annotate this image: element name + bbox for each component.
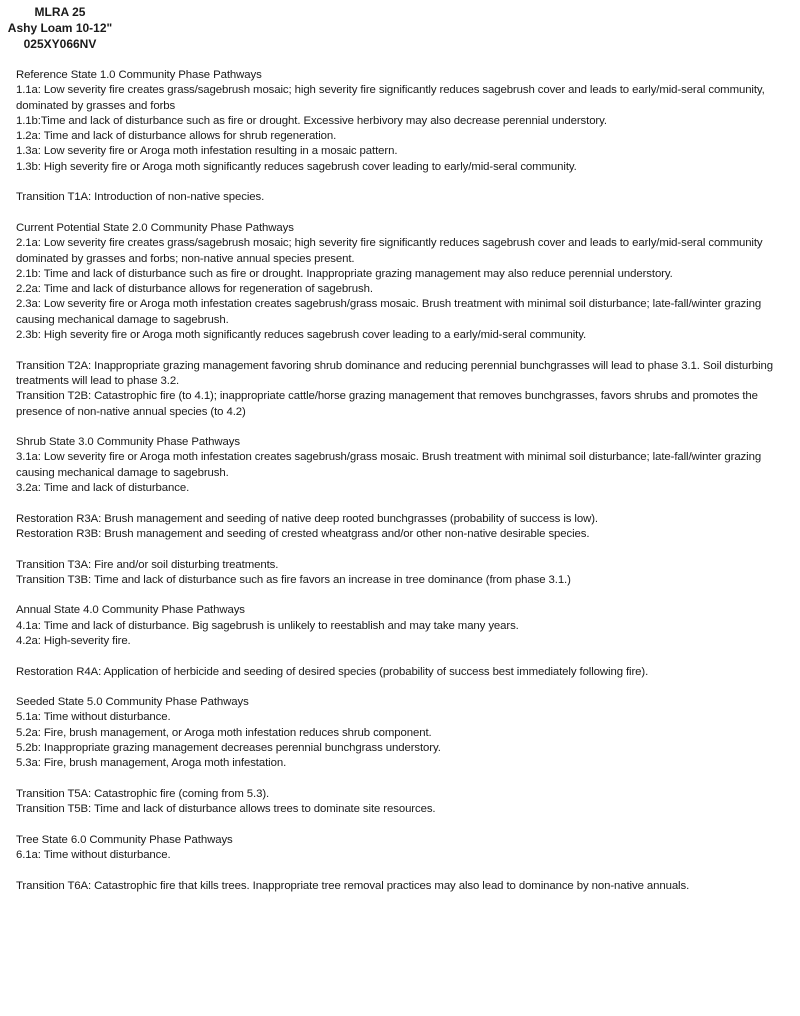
section-line-lead: Restoration R3A: Brush management and seeding of native deep rooted bunchgrasses (probability of success is low). [16, 512, 598, 525]
section-line-lead: Transition T3A: Fire and/or soil disturbing treatments. [16, 558, 279, 571]
section-line-lead: Transition T5A: Catastrophic fire (coming from 5.3). [16, 787, 270, 800]
section-line: Transition T5B: Time and lack of disturbance allows trees to dominate site resources. [16, 803, 436, 816]
note-section [16, 190, 792, 205]
note-section [16, 512, 792, 543]
section-line: 1.1b:Time and lack of disturbance such as fire or drought. Excessive herbivory may also decrease perennial understory. [16, 114, 607, 127]
section-line-lead: Current Potential State 2.0 Community Phase Pathways [16, 221, 294, 234]
section-line: 3.1a: Low severity fire or Aroga moth infestation creates sagebrush/grass mosaic. Brush treatment with minimal soil disturbance; late-fall/winter grazing causing mechanical damage to sagebrush. [16, 451, 762, 479]
section-line: 2.3b: High severity fire or Aroga moth significantly reduces sagebrush cover leading to a early/mid-seral community. [16, 329, 587, 342]
section-line-lead: Restoration R4A: Application of herbicide and seeding of desired species (probability of success best immediately following fire). [16, 665, 649, 678]
section-line-lead: Seeded State 5.0 Community Phase Pathways [16, 696, 249, 709]
section-line: 1.3b: High severity fire or Aroga moth significantly reduces sagebrush cover leading to early/mid-seral community. [16, 160, 577, 173]
section-line-lead: Tree State 6.0 Community Phase Pathways [16, 833, 233, 846]
note-section [16, 695, 792, 771]
note-section [16, 665, 792, 680]
section-line: 5.3a: Fire, brush management, Aroga moth infestation. [16, 757, 287, 770]
pathway-notes [16, 68, 792, 909]
note-section [16, 833, 792, 864]
section-line-lead: Transition T1A: Introduction of non-native species. [16, 191, 265, 204]
section-line: 5.2b: Inappropriate grazing management decreases perennial bunchgrass understory. [16, 742, 441, 755]
section-line: 1.1a: Low severity fire creates grass/sagebrush mosaic; high severity fire significantly reduces sagebrush cover and leads to early/mid-seral community, dominated by grasses and forbs [16, 84, 765, 112]
section-line: 5.2a: Fire, brush management, or Aroga moth infestation reduces shrub component. [16, 726, 432, 739]
section-line: Restoration R3B: Brush management and seeding of crested wheatgrass and/or other non-native desirable species. [16, 527, 590, 540]
section-line: 4.1a: Time and lack of disturbance. Big sagebrush is unlikely to reestablish and may take many years. [16, 619, 519, 632]
section-line: 2.1a: Low severity fire creates grass/sagebrush mosaic; high severity fire significantly reduces sagebrush cover and leads to early/mid-seral community dominated by grasses and forbs; non-native annual species present. [16, 237, 763, 265]
section-line-lead: Reference State 1.0 Community Phase Pathways [16, 69, 262, 81]
note-section [16, 359, 792, 420]
section-line: 2.3a: Low severity fire or Aroga moth infestation creates sagebrush/grass mosaic. Brush treatment with minimal soil disturbance; late-fall/winter grazing causing mechanical damage to sagebrush. [16, 298, 762, 326]
document-header [4, 4, 116, 52]
section-line-lead: Annual State 4.0 Community Phase Pathways [16, 604, 245, 617]
note-section [16, 221, 792, 343]
section-line: 4.2a: High-severity fire. [16, 634, 131, 647]
section-line: 5.1a: Time without disturbance. [16, 711, 171, 724]
site-name: Ashy Loam 10-12" [7, 21, 113, 35]
section-line-lead: Shrub State 3.0 Community Phase Pathways [16, 436, 240, 449]
section-line-lead: Transition T6A: Catastrophic fire that kills trees. Inappropriate tree removal practices may also lead to dominance by non-native annuals. [16, 879, 690, 892]
section-line: Transition T3B: Time and lack of disturbance such as fire favors an increase in tree dominance (from phase 3.1.) [16, 573, 571, 586]
section-line: Transition T2B: Catastrophic fire (to 4.1); inappropriate cattle/horse grazing management that removes bunchgrasses, favors shrubs and promotes the presence of non-native annual species (to 4.2) [16, 390, 758, 418]
note-section [16, 603, 792, 649]
note-section [16, 879, 792, 894]
section-line: 2.2a: Time and lack of disturbance allows for regeneration of sagebrush. [16, 283, 373, 296]
note-section [16, 435, 792, 496]
note-section [16, 68, 792, 175]
note-section [16, 558, 792, 589]
section-line: 6.1a: Time without disturbance. [16, 849, 171, 862]
site-id: 025XY066NV [23, 37, 97, 51]
mlra-title: MLRA 25 [34, 5, 86, 19]
section-line: 1.3a: Low severity fire or Aroga moth infestation resulting in a mosaic pattern. [16, 145, 398, 158]
section-line: 1.2a: Time and lack of disturbance allows for shrub regeneration. [16, 130, 337, 143]
section-line-lead: Transition T2A: Inappropriate grazing management favoring shrub dominance and reducing perennial bunchgrasses will lead to phase 3.1. Soil disturbing treatments will lead to phase 3.2. [16, 359, 773, 387]
section-line: 3.2a: Time and lack of disturbance. [16, 482, 190, 495]
section-line: 2.1b: Time and lack of disturbance such as fire or drought. Inappropriate grazing management may also reduce perennial understory. [16, 267, 673, 280]
note-section [16, 787, 792, 818]
